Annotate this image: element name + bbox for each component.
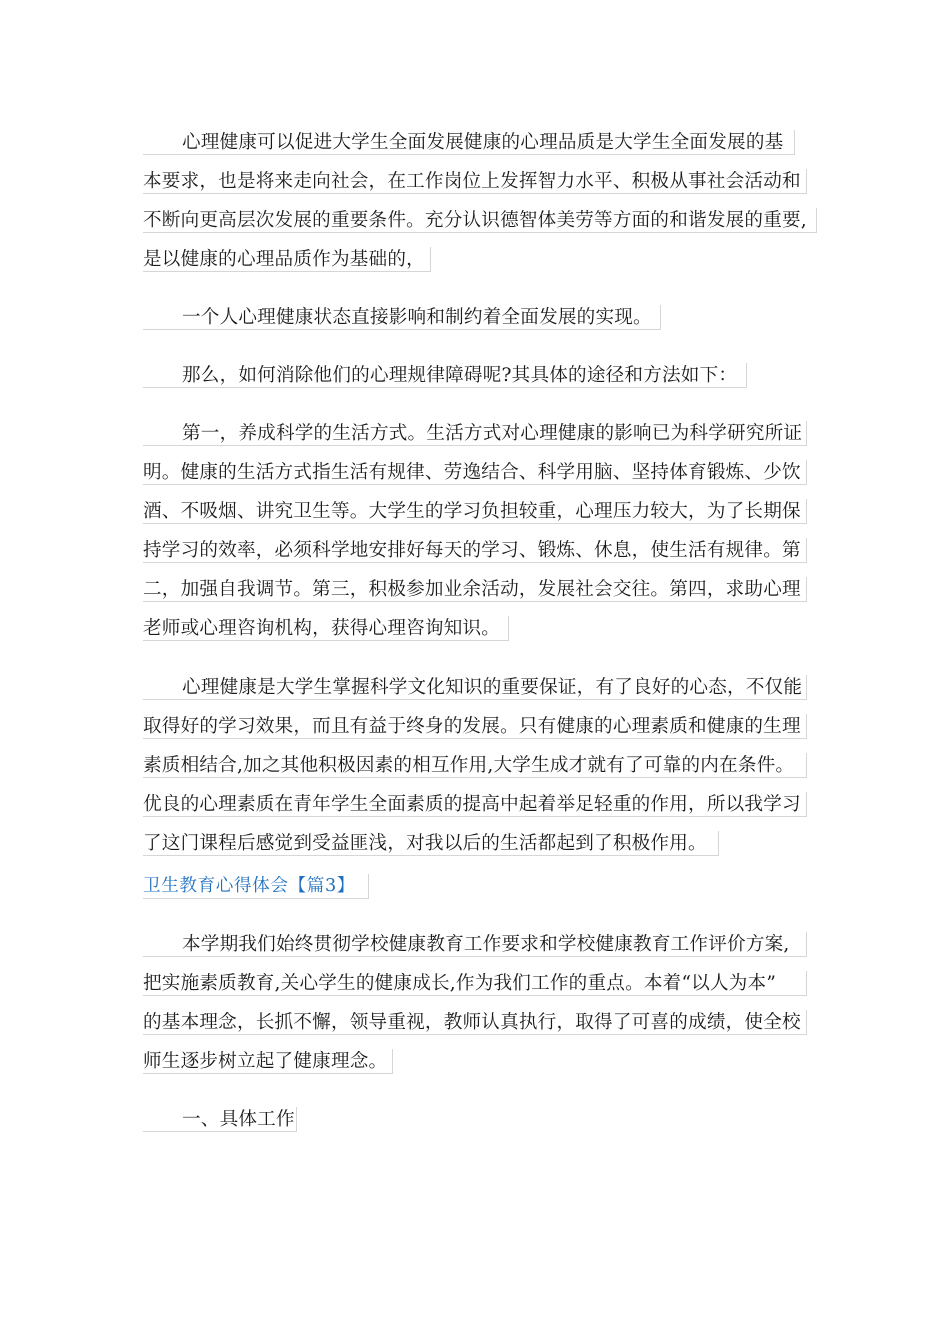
paragraph-4-line-4: 持学习的效率，必须科学地安排好每天的学习、锻炼、休息，使生活有规律。第 [143,538,807,563]
paragraph-4-line-6: 老师或心理咨询机构，获得心理咨询知识。 [143,616,509,641]
paragraph-6-line-3: 的基本理念，长抓不懈，领导重视，教师认真执行，取得了可喜的成绩，使全校 [143,1010,807,1035]
paragraph-3-line-1: 那么，如何消除他们的心理规律障碍呢?其具体的途径和方法如下： [143,363,747,388]
paragraph-1-line-1: 心理健康可以促进大学生全面发展健康的心理品质是大学生全面发展的基 [143,130,795,155]
paragraph-6-line-2: 把实施素质教育,关心学生的健康成长,作为我们工作的重点。本着“以人为本” [143,971,807,996]
paragraph-4-line-1: 第一，养成科学的生活方式。生活方式对心理健康的影响已为科学研究所证 [143,421,807,446]
paragraph-4-line-5: 二，加强自我调节。第三，积极参加业余活动，发展社会交往。第四，求助心理 [143,577,807,602]
paragraph-1-line-4: 是以健康的心理品质作为基础的， [143,247,431,272]
paragraph-5-line-3: 素质相结合,加之其他积极因素的相互作用,大学生成才就有了可靠的内在条件。 [143,753,807,778]
paragraph-1-line-3: 不断向更高层次发展的重要条件。充分认识德智体美劳等方面的和谐发展的重要, [143,208,817,233]
paragraph-5-line-1: 心理健康是大学生掌握科学文化知识的重要保证，有了良好的心态，不仅能 [143,675,807,700]
paragraph-4-line-3: 酒、不吸烟、讲究卫生等。大学生的学习负担较重，心理压力较大，为了长期保 [143,499,807,524]
paragraph-1-line-2: 本要求，也是将来走向社会，在工作岗位上发挥智力水平、积极从事社会活动和 [143,169,807,194]
paragraph-4-line-2: 明。健康的生活方式指生活有规律、劳逸结合、科学用脑、坚持体育锻炼、少饮 [143,460,807,485]
paragraph-5-line-5: 了这门课程后感觉到受益匪浅，对我以后的生活都起到了积极作用。 [143,831,719,856]
paragraph-6-line-4: 师生逐步树立起了健康理念。 [143,1049,393,1074]
paragraph-5-line-2: 取得好的学习效果，而且有益于终身的发展。只有健康的心理素质和健康的生理 [143,714,807,739]
paragraph-6-line-1: 本学期我们始终贯彻学校健康教育工作要求和学校健康教育工作评价方案, [143,932,807,957]
paragraph-7-line-1: 一、具体工作 [143,1107,297,1132]
section-heading: 卫生教育心得体会【篇3】 [143,874,369,899]
paragraph-2-line-1: 一个人心理健康状态直接影响和制约着全面发展的实现。 [143,305,661,330]
paragraph-5-line-4: 优良的心理素质在青年学生全面素质的提高中起着举足轻重的作用，所以我学习 [143,792,807,817]
